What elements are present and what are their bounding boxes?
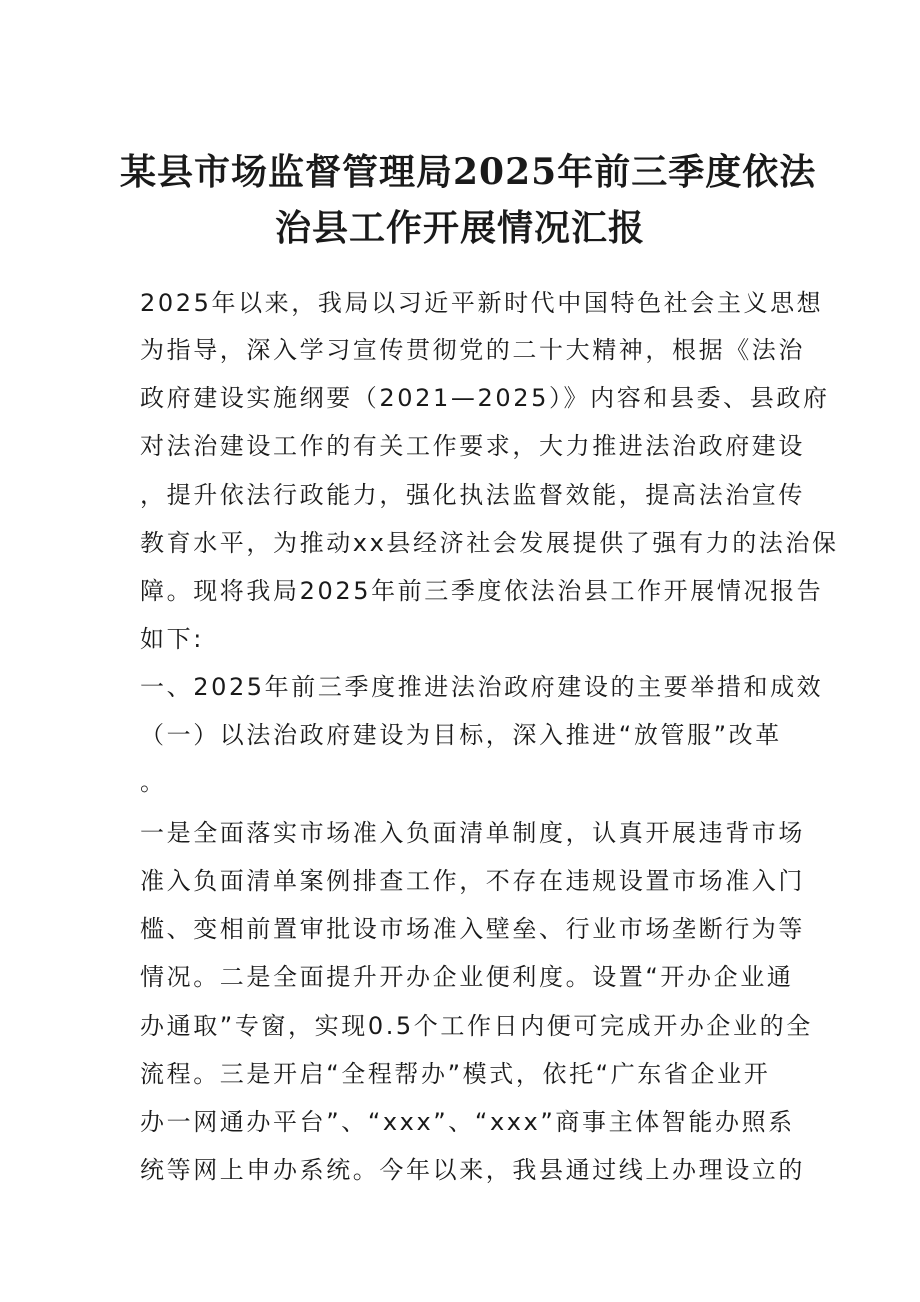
body-line: 办一网通办平台”、“xxx”、“xxx”商事主体智能办照系 [140, 1108, 795, 1136]
body-line: 政府建设实施纲要（2021—2025）》内容和县委、县政府 [140, 384, 830, 412]
body-line: ，提升依法行政能力，强化执法监督效能，提高法治宣传 [140, 481, 805, 509]
body-line: 情况。二是全面提升开办企业便利度。设置“开办企业通 [140, 963, 794, 991]
body-line: 办通取”专窗，实现0.5个工作日内便可完成开办企业的全 [140, 1012, 813, 1040]
subsection-heading: （一）以法治政府建设为目标，深入推进“放管服”改革 [140, 721, 782, 749]
body-line: 教育水平，为推动xx县经济社会发展提供了强有力的法治保 [140, 529, 839, 557]
body-line: 流程。三是开启“全程帮办”模式，依托“广东省企业开 [140, 1060, 771, 1088]
document-title-line-1: 某县市场监督管理局2025年前三季度依法 [120, 151, 817, 193]
body-line: 一是全面落实市场准入负面清单制度，认真开展违背市场 [140, 819, 805, 847]
body-line: 槛、变相前置审批设市场准入壁垒、行业市场垄断行为等 [140, 915, 805, 943]
subsection-heading-end: 。 [140, 768, 167, 796]
body-line: 障。现将我局2025年前三季度依法治县工作开展情况报告 [140, 577, 824, 605]
body-line: 准入负面清单案例排查工作，不存在违规设置市场准入门 [140, 867, 805, 895]
body-line: 2025年以来，我局以习近平新时代中国特色社会主义思想 [140, 289, 824, 317]
document-title-line-2: 治县工作开展情况汇报 [274, 207, 645, 249]
body-line: 统等网上申办系统。今年以来，我县通过线上办理设立的 [140, 1156, 805, 1184]
body-line: 如下: [140, 625, 204, 653]
body-line: 为指导，深入学习宣传贯彻党的二十大精神，根据《法治 [140, 336, 805, 364]
section-heading: 一、2025年前三季度推进法治政府建设的主要举措和成效 [140, 673, 824, 701]
body-line: 对法治建设工作的有关工作要求，大力推进法治政府建设 [140, 432, 805, 460]
